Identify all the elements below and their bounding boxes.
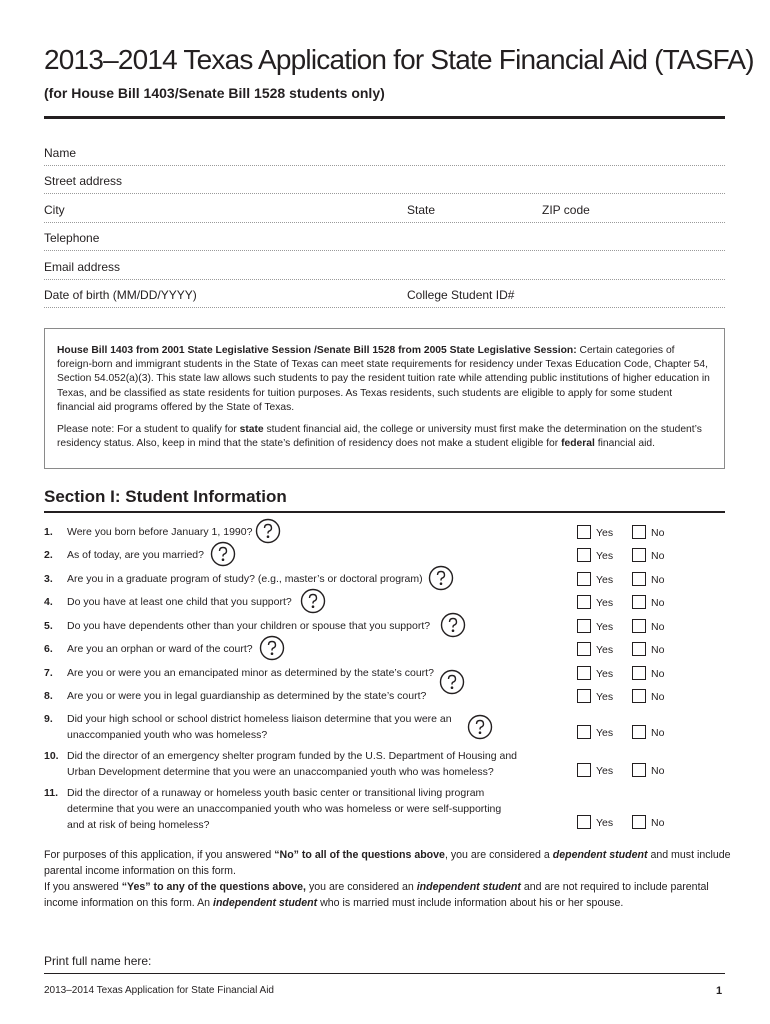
question-6-text: Are you an orphan or ward of the court? <box>67 643 253 655</box>
yes-label: Yes <box>596 668 614 680</box>
question-10-text: Did the director of an emergency shelter program funded by the U.S. Department of Housing and Urban Development determine that you were an unaccompanied youth who was homeless? <box>67 750 517 778</box>
print-full-name-label: Print full name here: <box>44 954 152 968</box>
residency-notice-box <box>44 328 725 469</box>
yes-checkbox[interactable] <box>577 815 591 829</box>
name-label: Name <box>44 146 77 160</box>
question-number: 4. <box>44 596 53 608</box>
email-field[interactable] <box>44 260 725 280</box>
no-checkbox[interactable] <box>632 763 646 777</box>
yes-checkbox[interactable] <box>577 619 591 633</box>
yes-checkbox[interactable] <box>577 666 591 680</box>
yes-label: Yes <box>596 817 614 829</box>
state-label: State <box>407 203 436 217</box>
notice-paragraph-2: Please note: For a student to qualify for state student financial aid, the college or university must first make the determination on the student’s residency status. Also, keep in mind that the state’s definition of residency does not make a student eligible for federal financial aid. <box>57 424 702 450</box>
title-rule <box>44 116 725 119</box>
yes-checkbox[interactable] <box>577 689 591 703</box>
yes-checkbox[interactable] <box>577 572 591 586</box>
yes-label: Yes <box>596 691 614 703</box>
no-label: No <box>651 574 665 586</box>
section-rule <box>44 511 725 513</box>
question-mark-help-icon[interactable] <box>300 588 326 614</box>
yes-label: Yes <box>596 727 614 739</box>
question-mark-help-icon[interactable] <box>467 714 493 740</box>
yes-label: Yes <box>596 527 614 539</box>
no-label: No <box>651 644 665 656</box>
telephone-field[interactable] <box>44 231 725 251</box>
footer-document-title: 2013–2014 Texas Application for State Financial Aid <box>44 985 274 996</box>
question-number: 1. <box>44 526 53 538</box>
no-label: No <box>651 597 665 609</box>
no-checkbox[interactable] <box>632 725 646 739</box>
page-title: 2013–2014 Texas Application for State Financial Aid (TASFA) <box>44 44 754 75</box>
dependent-student-note: For purposes of this application, if you answered “No” to all of the questions above, you are considered a dependent student and must include parental income information on this form. <box>44 849 731 877</box>
telephone-label: Telephone <box>44 231 100 245</box>
yes-label: Yes <box>596 644 614 656</box>
name-field[interactable] <box>44 146 725 166</box>
no-checkbox[interactable] <box>632 548 646 562</box>
no-checkbox[interactable] <box>632 642 646 656</box>
no-checkbox[interactable] <box>632 666 646 680</box>
question-2-text: As of today, are you married? <box>67 549 204 561</box>
no-label: No <box>651 727 665 739</box>
notice-paragraph-1: House Bill 1403 from 2001 State Legislative Session /Senate Bill 1528 from 2005 State Legislative Session: Certain categories of foreign-born and immigrant students in the State of Texas can meet state requirements for residency under Texas Education Code, Chapter 54, Section 54.052(a)(3). This state law allows such students to pay the resident tuition rate while attending public institutions of higher education in Texas, and be classified as state residents for tuition purposes. As Texas residents, such students are eligible to apply for some student financial aid programs offered by the State of Texas. <box>57 345 710 413</box>
question-4-text: Do you have at least one child that you support? <box>67 596 292 608</box>
no-label: No <box>651 817 665 829</box>
question-number: 2. <box>44 549 53 561</box>
question-number: 5. <box>44 620 53 632</box>
question-mark-help-icon[interactable] <box>210 541 236 567</box>
question-number: 3. <box>44 573 53 585</box>
yes-checkbox[interactable] <box>577 763 591 777</box>
question-number: 9. <box>44 713 53 725</box>
zip-code-label: ZIP code <box>542 203 590 217</box>
city-label: City <box>44 203 65 217</box>
question-mark-help-icon[interactable] <box>428 565 454 591</box>
no-label: No <box>651 765 665 777</box>
city-state-zip-row[interactable] <box>44 203 725 223</box>
print-full-name-field[interactable] <box>44 954 725 974</box>
question-number: 11. <box>44 787 59 799</box>
no-label: No <box>651 550 665 562</box>
no-checkbox[interactable] <box>632 595 646 609</box>
yes-label: Yes <box>596 574 614 586</box>
section-title: Section I: Student Information <box>44 487 287 506</box>
question-9-text: Did your high school or school district homeless liaison determine that you were an unaccompanied youth who was homeless? <box>67 713 452 741</box>
question-number: 7. <box>44 667 53 679</box>
question-11-text: Did the director of a runaway or homeless youth basic center or transitional living program determine that you were an unaccompanied youth who was homeless or were self-supporting and at risk of being homeless? <box>67 787 502 831</box>
no-label: No <box>651 527 665 539</box>
email-label: Email address <box>44 260 121 274</box>
yes-checkbox[interactable] <box>577 642 591 656</box>
no-label: No <box>651 668 665 680</box>
question-mark-help-icon[interactable] <box>255 518 281 544</box>
yes-label: Yes <box>596 765 614 777</box>
college-student-id-label: College Student ID# <box>407 288 515 302</box>
question-number: 10. <box>44 750 59 762</box>
question-number: 6. <box>44 643 53 655</box>
question-number: 8. <box>44 690 53 702</box>
page-number: 1 <box>716 985 723 997</box>
page-subtitle: (for House Bill 1403/Senate Bill 1528 students only) <box>44 85 385 101</box>
no-checkbox[interactable] <box>632 525 646 539</box>
question-mark-help-icon[interactable] <box>440 612 466 638</box>
no-label: No <box>651 691 665 703</box>
yes-checkbox[interactable] <box>577 548 591 562</box>
yes-checkbox[interactable] <box>577 525 591 539</box>
question-1-text: Were you born before January 1, 1990? <box>67 526 253 538</box>
dob-student-id-row[interactable] <box>44 288 725 308</box>
independent-student-note: If you answered “Yes” to any of the questions above, you are considered an independent student and are not required to include parental income information on this form. An independent student who is married must include information about his or her spouse. <box>44 881 709 909</box>
date-of-birth-label: Date of birth (MM/DD/YYYY) <box>44 288 197 302</box>
yes-label: Yes <box>596 597 614 609</box>
yes-label: Yes <box>596 550 614 562</box>
street-address-field[interactable] <box>44 174 725 194</box>
question-3-text: Are you in a graduate program of study? (e.g., master’s or doctoral program) <box>67 573 423 585</box>
yes-label: Yes <box>596 621 614 633</box>
no-checkbox[interactable] <box>632 815 646 829</box>
question-8-text: Are you or were you in legal guardianship as determined by the state’s court? <box>67 690 427 702</box>
no-checkbox[interactable] <box>632 619 646 633</box>
no-label: No <box>651 621 665 633</box>
question-5-text: Do you have dependents other than your children or spouse that you support? <box>67 620 431 632</box>
no-checkbox[interactable] <box>632 572 646 586</box>
question-mark-help-icon[interactable] <box>259 635 285 661</box>
street-address-label: Street address <box>44 174 123 188</box>
yes-checkbox[interactable] <box>577 595 591 609</box>
no-checkbox[interactable] <box>632 689 646 703</box>
question-mark-help-icon[interactable] <box>439 669 465 695</box>
question-7-text: Are you or were you an emancipated minor as determined by the state’s court? <box>67 667 434 679</box>
yes-checkbox[interactable] <box>577 725 591 739</box>
